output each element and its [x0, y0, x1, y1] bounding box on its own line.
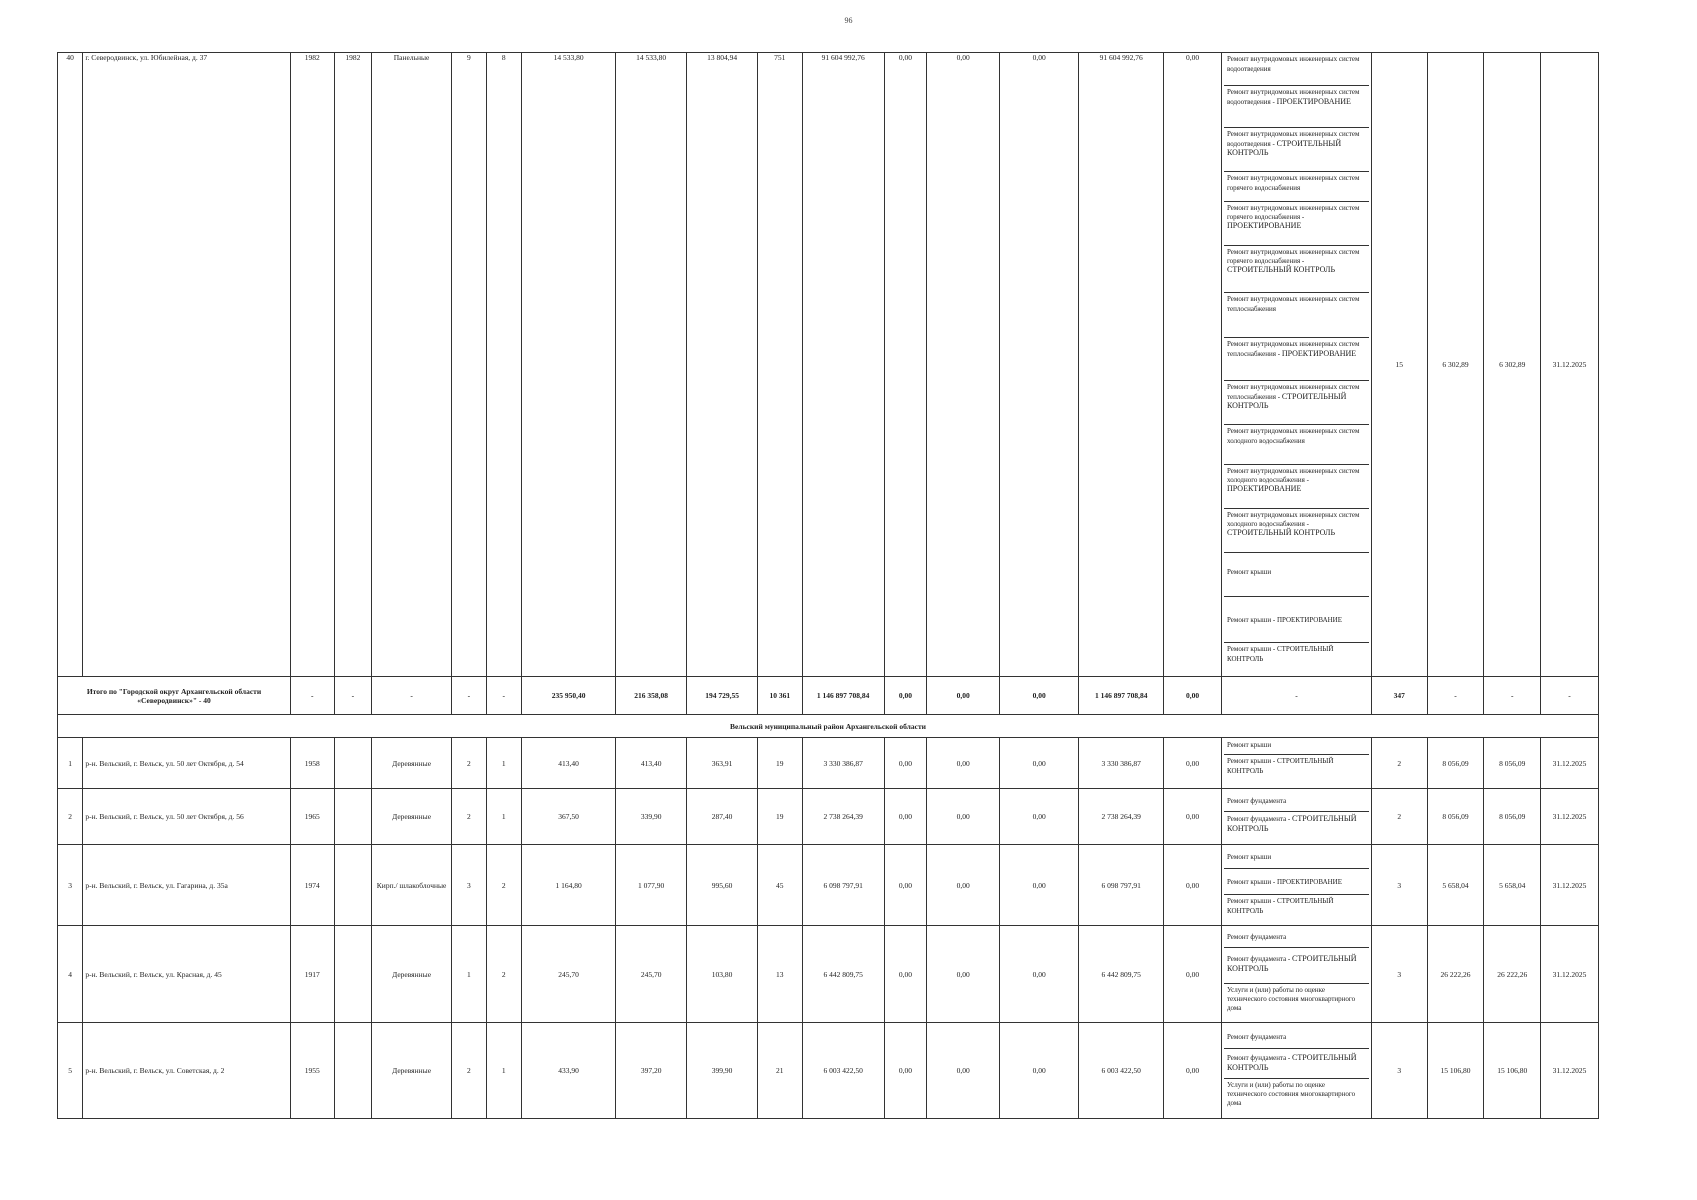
residential-area-cell: 287,40: [687, 789, 758, 845]
work-item: Ремонт крыши: [1224, 553, 1369, 597]
residents-cell: 45: [758, 845, 803, 926]
cost-local-cell: 0,00: [1000, 1023, 1079, 1119]
floors-cell: 2: [452, 789, 486, 845]
cost-total-cell: 2 738 264,39: [802, 789, 884, 845]
unit-cost-limit-cell: 26 222,26: [1484, 926, 1541, 1023]
work-item: Ремонт внутридомовых инженерных систем водоотведения: [1224, 53, 1369, 86]
cost-fund-cell: 0,00: [884, 738, 927, 789]
works-cell: [1221, 1023, 1371, 1119]
works-cell: [1221, 845, 1371, 926]
work-item: Услуги и (или) работы по оценке технического состояния многоквартирного дома: [1226, 986, 1356, 1013]
table-row-5: [58, 1023, 1599, 1119]
address-cell: р-н. Вельский, г. Вельск, ул. Советская, д. 2: [83, 1023, 291, 1119]
cost-fund-cell: 0,00: [884, 926, 927, 1023]
cost-owners-cell: 2 738 264,39: [1079, 789, 1164, 845]
year-commissioned-cell: 1982: [334, 53, 371, 677]
works-count-cell: 3: [1371, 845, 1427, 926]
year-commissioned-cell: [334, 738, 371, 789]
year-built-cell: 1955: [291, 1023, 335, 1119]
total-cost-fund: 0,00: [884, 677, 927, 715]
works-cell: [1221, 789, 1371, 845]
total-cost-other: 0,00: [1164, 677, 1222, 715]
cost-other-cell: 0,00: [1164, 1023, 1222, 1119]
unit-cost-limit-cell: 15 106,80: [1484, 1023, 1541, 1119]
year-commissioned-cell: [334, 789, 371, 845]
work-item: Услуги и (или) работы по оценке технического состояния многоквартирного дома: [1226, 1081, 1356, 1108]
total-area-cell: 14 533,80: [521, 53, 615, 677]
unit-cost-limit-cell: 8 056,09: [1484, 738, 1541, 789]
unit-cost-cell: 6 302,89: [1427, 53, 1484, 677]
row-number: 4: [58, 926, 83, 1023]
address-cell: г. Северодвинск, ул. Юбилейная, д. 37: [83, 53, 291, 677]
deadline-cell: 31.12.2025: [1541, 738, 1599, 789]
residents-cell: 19: [758, 789, 803, 845]
total-residents: 10 361: [758, 677, 803, 715]
works-count-cell: 2: [1371, 738, 1427, 789]
work-item: Ремонт внутридомовых инженерных систем холодного водоснабжения - ПРОЕКТИРОВАНИЕ: [1224, 465, 1369, 509]
residential-area-cell: 399,90: [687, 1023, 758, 1119]
floors-cell: 1: [452, 926, 486, 1023]
cost-local-cell: 0,00: [1000, 738, 1079, 789]
total-cost-local: 0,00: [1000, 677, 1079, 715]
work-item: Ремонт крыши - ПРОЕКТИРОВАНИЕ: [1224, 869, 1369, 895]
total-area-cell: 367,50: [521, 789, 615, 845]
works-count-cell: 15: [1371, 53, 1427, 677]
row-number: 5: [58, 1023, 83, 1119]
premises-area-cell: 397,20: [616, 1023, 687, 1119]
address-cell: р-н. Вельский, г. Вельск, ул. Гагарина, д. 35а: [83, 845, 291, 926]
deadline-cell: 31.12.2025: [1541, 1023, 1599, 1119]
row-number: 3: [58, 845, 83, 926]
address-cell: р-н. Вельский, г. Вельск, ул. 50 лет Октября, д. 54: [83, 738, 291, 789]
total-floors: -: [452, 677, 486, 715]
premises-area-cell: 413,40: [616, 738, 687, 789]
cost-budget-cell: 0,00: [927, 926, 1000, 1023]
total-cost-budget: 0,00: [927, 677, 1000, 715]
work-item: Ремонт внутридомовых инженерных систем водоотведения - СТРОИТЕЛЬНЫЙ КОНТРОЛЬ: [1224, 128, 1369, 172]
year-commissioned-cell: [334, 1023, 371, 1119]
cost-other-cell: 0,00: [1164, 738, 1222, 789]
premises-area-cell: 245,70: [616, 926, 687, 1023]
year-built-cell: 1958: [291, 738, 335, 789]
row-number: 1: [58, 738, 83, 789]
row-number: 40: [58, 53, 83, 677]
total-year-commissioned: -: [334, 677, 371, 715]
unit-cost-cell: 8 056,09: [1427, 789, 1484, 845]
total-premises-area: 216 358,08: [616, 677, 687, 715]
total-wall-material: -: [372, 677, 452, 715]
table-row-1: [58, 738, 1599, 789]
cost-local-cell: 0,00: [1000, 789, 1079, 845]
unit-cost-limit-cell: 5 658,04: [1484, 845, 1541, 926]
capital-repair-register-table: [57, 52, 1599, 1119]
cost-total-cell: 6 003 422,50: [802, 1023, 884, 1119]
work-item: Ремонт внутридомовых инженерных систем теплоснабжения - ПРОЕКТИРОВАНИЕ: [1224, 338, 1369, 381]
works-cell: [1221, 926, 1371, 1023]
cost-total-cell: 3 330 386,87: [802, 738, 884, 789]
cost-owners-cell: 6 003 422,50: [1079, 1023, 1164, 1119]
cost-other-cell: 0,00: [1164, 53, 1222, 677]
floors-cell: 2: [452, 1023, 486, 1119]
cost-budget-cell: 0,00: [927, 845, 1000, 926]
works-count-cell: 3: [1371, 926, 1427, 1023]
floors-cell: 9: [452, 53, 486, 677]
residential-area-cell: 103,80: [687, 926, 758, 1023]
total-works-count: 347: [1371, 677, 1427, 715]
section-title: Вельский муниципальный район Архангельской области: [58, 715, 1599, 738]
work-item: Ремонт внутридомовых инженерных систем холодного водоснабжения: [1224, 425, 1369, 465]
table-row-3: [58, 845, 1599, 926]
wall-material-cell: Деревянные: [372, 1023, 452, 1119]
residents-cell: 21: [758, 1023, 803, 1119]
deadline-cell: 31.12.2025: [1541, 789, 1599, 845]
cost-total-cell: 6 442 809,75: [802, 926, 884, 1023]
cost-other-cell: 0,00: [1164, 926, 1222, 1023]
total-area-cell: 413,40: [521, 738, 615, 789]
cost-local-cell: 0,00: [1000, 845, 1079, 926]
cost-budget-cell: 0,00: [927, 789, 1000, 845]
entrances-cell: 2: [486, 926, 521, 1023]
total-label: Итого по "Городской округ Архангельской области «Северодвинск»" - 40: [58, 677, 291, 715]
work-item: Ремонт фундамента: [1224, 789, 1369, 812]
total-area-cell: 1 164,80: [521, 845, 615, 926]
year-built-cell: 1974: [291, 845, 335, 926]
works-count-cell: 2: [1371, 789, 1427, 845]
work-item: Ремонт внутридомовых инженерных систем водоотведения - ПРОЕКТИРОВАНИЕ: [1224, 86, 1369, 128]
cost-fund-cell: 0,00: [884, 53, 927, 677]
residential-area-cell: 363,91: [687, 738, 758, 789]
works-count-cell: 3: [1371, 1023, 1427, 1119]
residents-cell: 751: [758, 53, 803, 677]
residents-cell: 19: [758, 738, 803, 789]
work-item: Ремонт внутридомовых инженерных систем горячего водоснабжения - ПРОЕКТИРОВАНИЕ: [1224, 202, 1369, 246]
wall-material-cell: Деревянные: [372, 738, 452, 789]
work-item: Ремонт крыши: [1224, 738, 1369, 755]
work-item: Ремонт фундамента: [1224, 926, 1369, 948]
entrances-cell: 1: [486, 738, 521, 789]
unit-cost-cell: 26 222,26: [1427, 926, 1484, 1023]
total-cost: 1 146 897 708,84: [802, 677, 884, 715]
works-cell: [1221, 738, 1371, 789]
work-item: Ремонт внутридомовых инженерных систем теплоснабжения: [1224, 293, 1369, 338]
cost-local-cell: 0,00: [1000, 926, 1079, 1023]
cost-other-cell: 0,00: [1164, 789, 1222, 845]
residential-area-cell: 995,60: [687, 845, 758, 926]
table-row-4: [58, 926, 1599, 1023]
entrances-cell: 2: [486, 845, 521, 926]
page-number: 96: [844, 16, 853, 25]
unit-cost-cell: 15 106,80: [1427, 1023, 1484, 1119]
table-row-40: [58, 53, 1599, 677]
cost-owners-cell: 6 098 797,91: [1079, 845, 1164, 926]
work-item: Ремонт фундамента - СТРОИТЕЛЬНЫЙ КОНТРОЛЬ: [1224, 1049, 1369, 1079]
work-item: Ремонт фундамента - СТРОИТЕЛЬНЫЙ КОНТРОЛЬ: [1226, 814, 1357, 833]
work-item: Ремонт крыши - СТРОИТЕЛЬНЫЙ КОНТРОЛЬ: [1226, 757, 1334, 775]
total-area-cell: 245,70: [521, 926, 615, 1023]
unit-cost-limit-cell: 8 056,09: [1484, 789, 1541, 845]
premises-area-cell: 14 533,80: [616, 53, 687, 677]
year-built-cell: 1917: [291, 926, 335, 1023]
total-unit-cost-limit: -: [1484, 677, 1541, 715]
deadline-cell: 31.12.2025: [1541, 845, 1599, 926]
work-item: Ремонт крыши - СТРОИТЕЛЬНЫЙ КОНТРОЛЬ: [1226, 645, 1334, 663]
address-cell: р-н. Вельский, г. Вельск, ул. Красная, д. 45: [83, 926, 291, 1023]
entrances-cell: 1: [486, 1023, 521, 1119]
total-residential-area: 194 729,55: [687, 677, 758, 715]
wall-material-cell: Кирп./ шлакоблочные: [372, 845, 452, 926]
unit-cost-cell: 8 056,09: [1427, 738, 1484, 789]
total-area: 235 950,40: [521, 677, 615, 715]
total-unit-cost: -: [1427, 677, 1484, 715]
total-row: [58, 677, 1599, 715]
cost-owners-cell: 6 442 809,75: [1079, 926, 1164, 1023]
total-works: -: [1221, 677, 1371, 715]
work-item: Ремонт внутридомовых инженерных систем горячего водоснабжения - СТРОИТЕЛЬНЫЙ КОНТРОЛЬ: [1224, 246, 1369, 293]
work-item: Ремонт внутридомовых инженерных систем теплоснабжения - СТРОИТЕЛЬНЫЙ КОНТРОЛЬ: [1224, 381, 1369, 425]
year-commissioned-cell: [334, 845, 371, 926]
cost-fund-cell: 0,00: [884, 789, 927, 845]
cost-owners-cell: 3 330 386,87: [1079, 738, 1164, 789]
row-number: 2: [58, 789, 83, 845]
year-commissioned-cell: [334, 926, 371, 1023]
floors-cell: 2: [452, 738, 486, 789]
total-area-cell: 433,90: [521, 1023, 615, 1119]
table-row-2: [58, 789, 1599, 845]
total-entrances: -: [486, 677, 521, 715]
work-item: Ремонт крыши: [1224, 845, 1369, 869]
cost-budget-cell: 0,00: [927, 1023, 1000, 1119]
work-item: Ремонт крыши - ПРОЕКТИРОВАНИЕ: [1224, 597, 1369, 643]
unit-cost-limit-cell: 6 302,89: [1484, 53, 1541, 677]
premises-area-cell: 1 077,90: [616, 845, 687, 926]
premises-area-cell: 339,90: [616, 789, 687, 845]
work-item: Ремонт фундамента: [1224, 1023, 1369, 1049]
wall-material-cell: Деревянные: [372, 789, 452, 845]
residential-area-cell: 13 804,94: [687, 53, 758, 677]
cost-other-cell: 0,00: [1164, 845, 1222, 926]
section-header-row: [58, 715, 1599, 738]
work-item: Ремонт внутридомовых инженерных систем холодного водоснабжения - СТРОИТЕЛЬНЫЙ КОНТРОЛЬ: [1224, 509, 1369, 553]
deadline-cell: 31.12.2025: [1541, 53, 1599, 677]
address-cell: р-н. Вельский, г. Вельск, ул. 50 лет Октября, д. 56: [83, 789, 291, 845]
total-year-built: -: [291, 677, 335, 715]
deadline-cell: 31.12.2025: [1541, 926, 1599, 1023]
cost-owners-cell: 91 604 992,76: [1079, 53, 1164, 677]
total-deadline: -: [1541, 677, 1599, 715]
cost-local-cell: 0,00: [1000, 53, 1079, 677]
total-cost-owners: 1 146 897 708,84: [1079, 677, 1164, 715]
year-built-cell: 1982: [291, 53, 335, 677]
work-item: Ремонт фундамента - СТРОИТЕЛЬНЫЙ КОНТРОЛЬ: [1224, 948, 1369, 984]
cost-total-cell: 6 098 797,91: [802, 845, 884, 926]
work-item: Ремонт крыши - СТРОИТЕЛЬНЫЙ КОНТРОЛЬ: [1226, 897, 1334, 915]
year-built-cell: 1965: [291, 789, 335, 845]
residents-cell: 13: [758, 926, 803, 1023]
wall-material-cell: Панельные: [372, 53, 452, 677]
wall-material-cell: Деревянные: [372, 926, 452, 1023]
floors-cell: 3: [452, 845, 486, 926]
cost-budget-cell: 0,00: [927, 53, 1000, 677]
cost-total-cell: 91 604 992,76: [802, 53, 884, 677]
cost-fund-cell: 0,00: [884, 845, 927, 926]
cost-fund-cell: 0,00: [884, 1023, 927, 1119]
works-cell: [1221, 53, 1371, 677]
cost-budget-cell: 0,00: [927, 738, 1000, 789]
work-item: Ремонт внутридомовых инженерных систем горячего водоснабжения: [1224, 172, 1369, 202]
entrances-cell: 8: [486, 53, 521, 677]
unit-cost-cell: 5 658,04: [1427, 845, 1484, 926]
entrances-cell: 1: [486, 789, 521, 845]
